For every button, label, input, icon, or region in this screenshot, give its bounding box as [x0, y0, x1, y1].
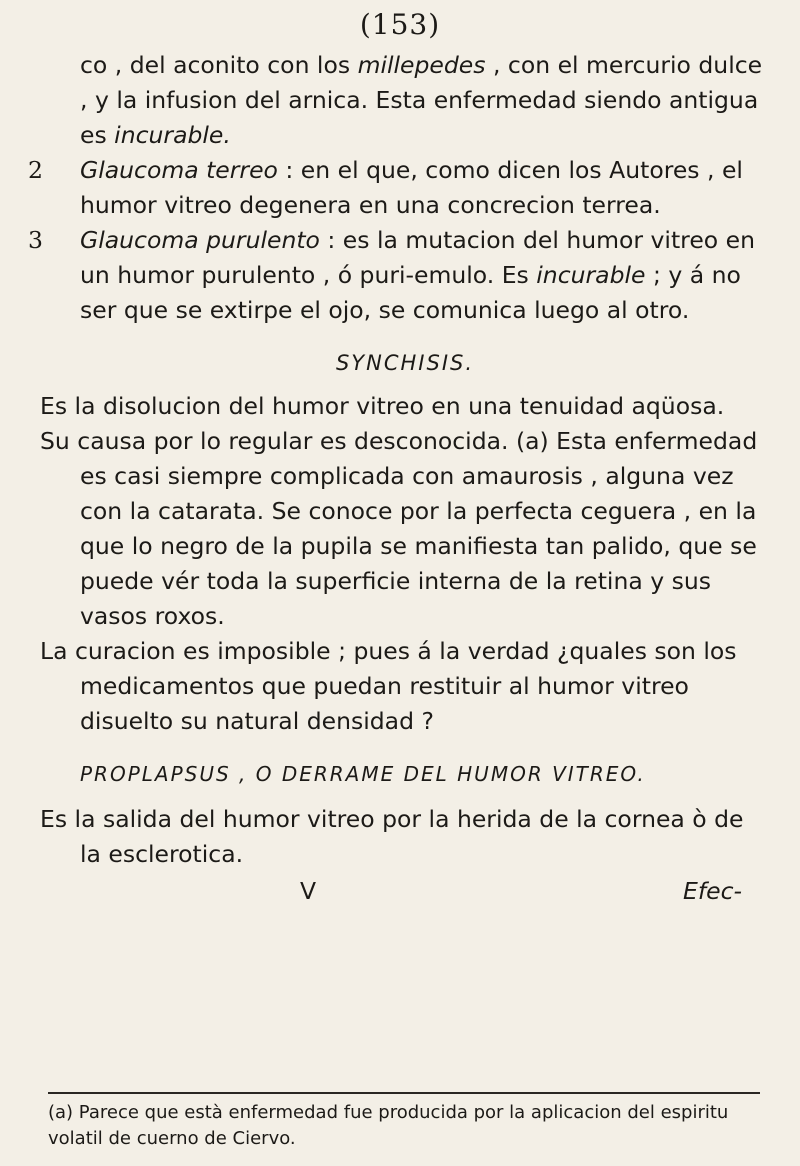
paragraph-definition: Es la disolucion del humor vitreo en una tenuidad aqüosa.: [40, 392, 725, 420]
entry-glaucoma-purulento: [28, 223, 770, 328]
footnote-rule: [48, 1092, 760, 1094]
run-italic: millepedes: [357, 51, 486, 79]
catchword: Efec-: [683, 877, 742, 905]
run-italic: incurable: [536, 261, 646, 289]
entry-glaucoma-terreo: [28, 153, 770, 223]
page-number: (153): [359, 8, 441, 41]
section-heading-proplapsus: PROPLAPSUS , O DERRAME DEL HUMOR VITREO.: [80, 762, 646, 786]
section-heading-synchisis: SYNCHISIS.: [335, 351, 475, 375]
run: co , del aconito con los: [80, 51, 358, 79]
run: , con el mercurio dulce , y la infusion del arnica. Esta enfermedad siendo antigua es: [80, 51, 763, 149]
run: : es la mutacion del humor vitreo en un humor purulento , ó puri-emulo. Es: [80, 226, 755, 289]
body-text: [28, 48, 770, 906]
run: : en el que, como dicen los Autores , el humor vitreo degenera en una concrecion terrea.: [80, 156, 743, 219]
footnote-text: (a) Parece que està enfermedad fue producida por la aplicacion del espiritu volatil de cuerno de Ciervo.: [48, 1102, 729, 1149]
footnote: [48, 1100, 768, 1152]
paragraph-salida: Es la salida del humor vitreo por la herida de la cornea ò de la esclerotica.: [40, 805, 744, 868]
run-italic: incurable.: [114, 121, 231, 149]
paragraph-aconito: [40, 48, 770, 153]
paragraph-curacion: La curacion es imposible ; pues á la verdad ¿quales son los medicamentos que puedan restituir al humor vitreo disuelto su natural densidad ?: [40, 637, 737, 735]
entry-number: 2: [28, 156, 43, 184]
run-italic: Glaucoma terreo: [80, 156, 278, 184]
run-italic: Glaucoma purulento: [80, 226, 320, 254]
entry-number: 3: [28, 226, 43, 254]
catch-line: [40, 874, 770, 906]
signature-mark: V: [300, 877, 317, 905]
paragraph-causa: Su causa por lo regular es desconocida. (a) Esta enfermedad es casi siempre complicada con amaurosis , alguna vez con la catarata. Se conoce por la perfecta ceguera , en la que lo negro de la pupila se manifiesta tan palido, que se puede vér toda la superficie interna de la retina y sus vasos roxos.: [40, 427, 758, 630]
run: ; y á no ser que se extirpe el ojo, se comunica luego al otro.: [80, 261, 741, 324]
